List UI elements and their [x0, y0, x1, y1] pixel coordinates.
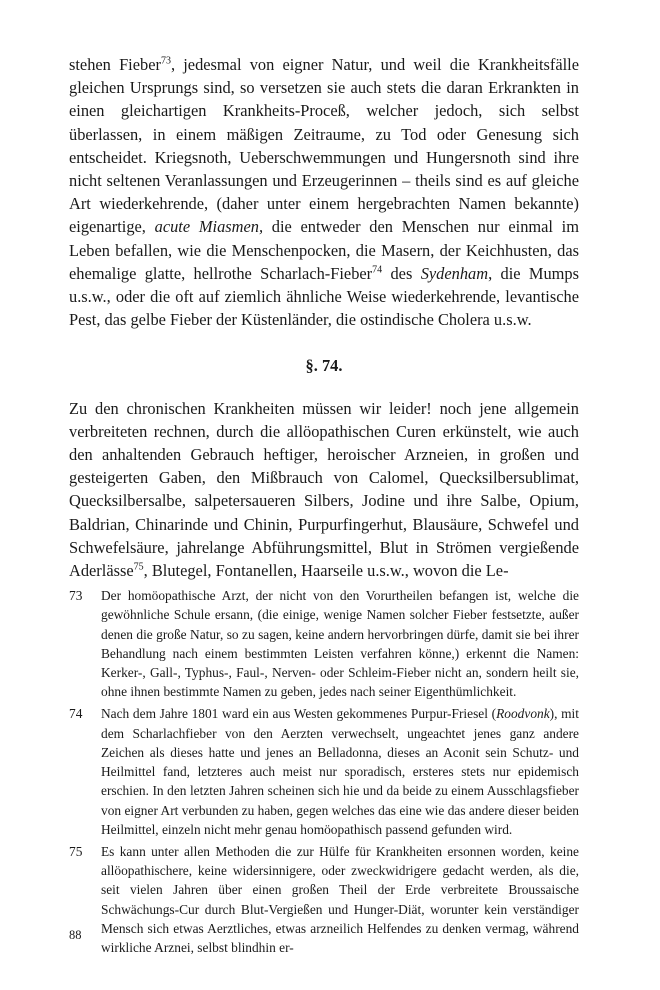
footnote-ref-75[interactable]: 75: [133, 561, 144, 573]
page-content: [69, 53, 579, 960]
main-text: [69, 53, 579, 582]
footnote-text: [101, 704, 579, 838]
emphasis: acute Miasmen,: [154, 217, 264, 237]
text-run: , Blutegel, Fontanellen, Haarseile u.s.w., wovon die Le-: [143, 561, 509, 581]
footnote-75: [69, 842, 579, 957]
paragraph-section-74: [69, 397, 579, 583]
text-run: ), mit dem Scharlachfieber von den Aerzten verwechselt, ungeachtet jenes ganz andere Zeichen als dieses hatte und jenes an Belladonna, dieses an Aconit sein Schutz- und Heilmittel fand, letzteres auch meist nur sporadisch, ersteres stets nur epidemisch erschien. In den letzten Jahren scheinen sich hie und da beide zu einem Ausschlagsfieber von eigner Art verbunden zu haben, gegen welches das eine wie das andere dieser beiden Heilmittel, einzeln nicht mehr genau homöopathisch passend gefunden wird.: [101, 706, 579, 837]
footnote-text: Es kann unter allen Methoden die zur Hülfe für Krankheiten ersonnen worden, keine allöopathischere, keine widersinnigere, oder zweckwidrigere gedacht werden, als die, seit vielen Jahren über einen großen Theil der Erde verbreitete Broussaische Schwächungs-Cur durch Blut-Vergießen und Hunger-Diät, worunter kein verständiger Mensch sich etwas Aerztliches, etwas arzneilich Helfendes zu denken vermag, während wirkliche Arznei, selbst blindhin er-: [101, 843, 579, 955]
footnote-text: Der homöopathische Arzt, der nicht von den Vorurtheilen befangen ist, welche die gewöhnliche Schule ersann, (die einige, wenige Namen solcher Fieber festsetzte, außer denen die große Natur, so zu sagen, keine andern hervorbringen dürfe, damit sie bei ihrer Behandlung nach einem bestimmten Leisten verfahren könne,) erkennt die Namen: Kerker-, Gall-, Typhus-, Faul-, Nerven- oder Schleim-Fieber nicht an, sondern heilt sie, ohne ihnen bestimmte Namen zu geben, jedes nach seiner Eigenthümlichkeit.: [101, 588, 579, 700]
footnote-74: [69, 704, 579, 838]
text-run: stehen Fieber: [69, 55, 161, 74]
emphasis: Roodvonk: [496, 706, 550, 722]
text-run: , die Mumps u.s.w., oder die oft auf ziemlich ähnliche Weise wiederkehrende, levantische Pest, das gelbe Fieber der Küstenländer, die ostindische Cholera u.s.w.: [69, 263, 579, 330]
footnote-number: 74: [69, 706, 83, 722]
footnotes: [69, 586, 579, 957]
paragraph-continuation: [69, 53, 579, 331]
page-number: 88: [69, 928, 82, 942]
footnote-ref-74[interactable]: 74: [372, 264, 383, 276]
text-run: , jedesmal von eigner Natur, und weil die Krankheitsfälle gleichen Ursprungs sind, so versetzen sie auch stets die daran Erkrankten in einen gleichartigen Krankheits-Proceß, welcher jedoch, sich selbst überlassen, in einem mäßigen Zeitraume, zu Tod oder Genesung sich entscheidet. Kriegsnoth, Ueberschwemmungen und Hungersnoth sind ihre nicht seltenen Veranlassungen und Erzeugerinnen – theils sind es auf gleiche Art wiederkehrende, (daher unter einem hergebrachten Namen bekannte) eigenartige,: [69, 55, 580, 237]
footnote-ref-73[interactable]: 73: [160, 55, 171, 67]
text-run: die entweder den Menschen nur einmal im Leben befallen, wie die Menschenpocken, die Masern, der Keichhusten, das ehemalige glatte, hellrothe Scharlach-Fieber: [69, 217, 579, 283]
footnote-number: 75: [69, 843, 83, 859]
emphasis: Sydenham: [420, 263, 489, 283]
footnote-number: 73: [69, 588, 83, 604]
text-run: Nach dem Jahre 1801 ward ein aus Westen gekommenes Purpur-Friesel (: [101, 706, 497, 722]
section-heading: §. 74.: [305, 356, 343, 376]
text-run: des: [382, 263, 421, 283]
footnote-73: [69, 586, 579, 701]
text-run: Zu den chronischen Krankheiten müssen wir leider! noch jene allgemein verbreiteten rechnen, durch die allöopathischen Curen erkünstelt, wie auch den anhaltenden Gebrauch heftiger, heroischer Arzneien, in großen und gesteigerten Gaben, den Mißbrauch von Calomel, Quecksilbersublimat, Quecksilbersalbe, salpetersaueren Silbers, Jodine und ihre Salbe, Opium, Baldrian, Chinarinde und Chinin, Purpurfingerhut, Blausäure, Schwefel und Schwefelsäure, jahrelange Abführungsmittel, Blut in Strömen vergießende Aderlässe: [69, 398, 579, 581]
